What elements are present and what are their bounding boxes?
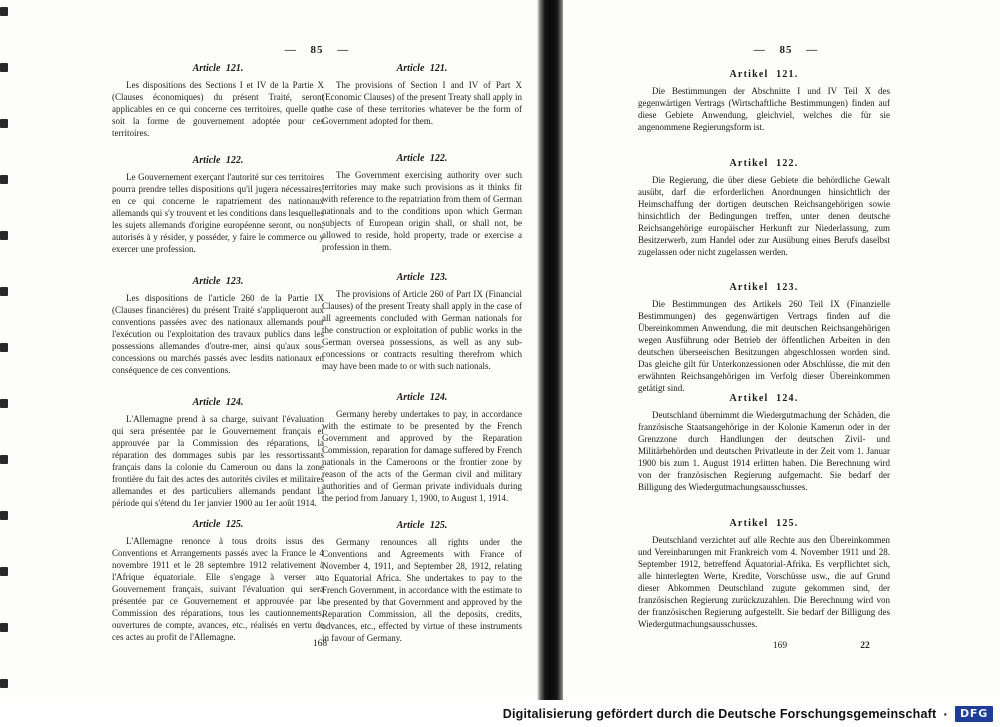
page-number-168: 168: [312, 639, 328, 649]
article-heading: Article 121.: [396, 63, 448, 74]
article-body: The Government exercising authority over such territories may make such provisions as it thinks fit with reference to the repatriation from them of German nationals and to the conditions upon which German subjects of European origin shall, or shall not, be allowed to reside, hold property, trade or exercise a profession in them.: [322, 170, 522, 252]
film-edge-mark: [0, 679, 8, 688]
article-de-124: [638, 392, 890, 493]
page-number-169: 169: [772, 641, 788, 651]
film-edge-mark: [0, 511, 8, 520]
digitization-credit-text: Digitalisierung gefördert durch die Deutsche Forschungsgemeinschaft: [502, 706, 937, 721]
article-fr-125: [112, 518, 324, 643]
article-heading: Artikel 121.: [729, 69, 799, 80]
article-heading: Article 125.: [396, 520, 448, 531]
film-edge-mark: [0, 231, 8, 240]
article-body: Le Gouvernement exerçant l'autorité sur ces territoires pourra prendre telles dispositions qu'il jugera nécessaires, en ce qui concerne le rapatriement des nationaux allemands qui s'y trouvent et les conditions dans lesquelles les sujets allemands d'origine européenne seront, ou non, autorisés à y résider, y posséder, y faire le commerce ou y exercer une profession.: [112, 172, 324, 254]
article-heading: Article 125.: [192, 519, 244, 530]
article-body: Germany hereby undertakes to pay, in accordance with the estimate to be presented by the French Government and approved by the Reparation Commission, reparation for damage suffered by French nationals in the Cameroons or the frontier zone by reason of the acts of the German civil and military authorities and of German private individuals during the period from January 1, 1900, to August 1, 1914.: [322, 409, 522, 503]
article-de-122: [638, 157, 890, 258]
film-edge-mark: [0, 399, 8, 408]
article-fr-123: [112, 275, 324, 376]
article-body: Deutschland verzichtet auf alle Rechte aus den Übereinkommen und Vereinbarungen mit Frankreich vom 4. November 1911 und 28. September 1912, betreffend Äquatorial-Afrika. Es verpflichtet sich, alle hinterlegten Werte, Kredite, Vorschüsse usw., die auf Grund dieser Abkommen Deutschland zugute gekommen sind, der französischen Regierung zurückzuzahlen. Die Berechnung wird von der französischen Regierung aufgestellt. Sie bedarf der Billigung des Wiedergutmachungsausschusses.: [638, 535, 890, 629]
scan-page-right: [563, 0, 1000, 702]
article-heading: Artikel 124.: [729, 393, 799, 404]
article-en-122: [322, 152, 522, 253]
article-en-124: [322, 391, 522, 504]
article-heading: Article 122.: [192, 155, 244, 166]
article-de-125: [638, 517, 890, 630]
article-fr-122: [112, 154, 324, 255]
article-body: L'Allemagne prend à sa charge, suivant l'évaluation qui sera présentée par le Gouvernement français et approuvée par la Commission des réparations, la réparation des dommages subis par les ressortissants français dans la colonie du Cameroun ou dans la zone frontière du fait des actes des autorités civiles et militaires allemandes et des particuliers allemands pendant la période qui s'étend du 1er janvier 1900 au 1er août 1914.: [112, 414, 324, 508]
article-heading: Artikel 125.: [729, 518, 799, 529]
page-header-right: — 85 —: [753, 44, 819, 56]
article-heading: Article 122.: [396, 153, 448, 164]
article-heading: Article 123.: [396, 272, 448, 283]
article-en-121: [322, 62, 522, 127]
article-body: Les dispositions de l'article 260 de la Partie IX (Clauses financières) du présent Traité s'appliqueront aux conventions passées avec des nationaux allemands pour l'exécution ou l'exploitation des travaux publics dans les possessions allemandes d'outre-mer, ainsi qu'aux sous-concessions ou marchés passés avec lesdits nationaux en conséquence de ces conventions.: [112, 293, 324, 375]
article-heading: Article 124.: [396, 392, 448, 403]
article-en-123: [322, 271, 522, 372]
article-body: The provisions of Article 260 of Part IX (Financial Clauses) of the present Treaty shall apply in the case of all agreements concluded with German nationals for the construction or exploitation of public works in the German oversea possessions, as well as any sub-concessions or contracts resulting therefrom which may have been made to or with such nationals.: [322, 289, 522, 371]
film-edge-mark: [0, 287, 8, 296]
film-edge-mark: [0, 7, 8, 16]
film-edge-mark: [0, 119, 8, 128]
article-body: Die Bestimmungen des Artikels 260 Teil IX (Finanzielle Bestimmungen) des gegenwärtigen Vertrags finden auf die Übereinkommen Anwendung, die mit deutschen Reichsangehörigen wegen Ausführung oder Betrieb der öffentlichen Arbeiten in den deutschen überseeischen Besitzungen abgeschlossen worden sind. Das gleiche gilt für Unterkonzessionen oder Abschlüsse, die mit den erwähnten Reichsangehörigen im Verfolg dieser Übereinkommen getätigt sind.: [638, 299, 890, 393]
article-fr-124: [112, 396, 324, 509]
book-gutter-shadow: [537, 0, 565, 702]
article-body: Die Bestimmungen der Abschnitte I und IV Teil X des gegenwärtigen Vertrags (Wirtschaftliche Bestimmungen) finden auf diese Gebiete Anwendung, gleichviel, welches die für sie angenommene Regierungsform ist.: [638, 86, 890, 132]
film-edge-mark: [0, 175, 8, 184]
film-edge-mark: [0, 455, 8, 464]
column-german: [638, 0, 890, 702]
article-heading: Article 121.: [192, 63, 244, 74]
film-edge-mark: [0, 63, 8, 72]
article-heading: Artikel 123.: [729, 282, 799, 293]
film-edge-mark: [0, 343, 8, 352]
article-heading: Artikel 122.: [729, 158, 799, 169]
article-de-121: [638, 68, 890, 133]
article-fr-121: [112, 62, 324, 139]
column-english: [322, 0, 522, 702]
article-heading: Article 124.: [192, 397, 244, 408]
article-body: Germany renounces all rights under the Conventions and Agreements with France of November 4, 1911, and September 28, 1912, relating to Equatorial Africa. She undertakes to pay to the French Government, in accordance with the estimate to be presented by that Government and approved by the Reparation Commission, all the deposits, credits, advances, etc., effected by virtue of these instruments in favour of Germany.: [322, 537, 522, 643]
film-edge-mark: [0, 623, 8, 632]
digitization-footer: [0, 700, 1000, 727]
separator-dot: ·: [943, 705, 948, 722]
article-body: L'Allemagne renonce à tous droits issus des Conventions et Arrangements passés avec la France le 4 novembre 1911 et le 28 septembre 1912 relativement à l'Afrique équatoriale. Elle s'engage à verser au Gouvernement français, suivant l'évaluation qui sera présentée par ce Gouvernement et approuvée par la Commission des réparations, tous les cautionnements, ouvertures de compte, avances, etc., réalisés en vertu de ces actes au profit de l'Allemagne.: [112, 536, 324, 642]
folio-number-22: 22: [860, 641, 870, 651]
film-edge-mark: [0, 567, 8, 576]
page-header-left: — 85 —: [284, 44, 350, 56]
dfg-logo: DFG: [955, 706, 993, 722]
article-body: Die Regierung, die über diese Gebiete die behördliche Gewalt ausübt, darf die erforderlichen Anordnungen hinsichtlich der Heimschaffung der dortigen deutschen Reichsangehörigen sowie hinsichtlich der Bedingungen treffen, unter denen deutsche Reichsangehörige europäischer Herkunft zur Niederlassung, zum Besitzerwerb, zum Handel oder zur Ausübung eines Berufs daselbst zugelassen oder nicht zugelassen werden.: [638, 175, 890, 257]
article-en-125: [322, 519, 522, 644]
article-body: Deutschland übernimmt die Wiedergutmachung der Schäden, die französische Staatsangehörige in der Kolonie Kamerun oder in der Grenzzone durch Handlungen der deutschen Zivil- und Militärbehörden und deutschen Privatleute in der Zeit vom 1. Januar 1900 bis zum 1. August 1914 erlitten haben. Die Berechnung wird von der französischen Regierung aufgemacht. Sie bedarf der Billigung des Wiedergutmachungsausschusses.: [638, 410, 890, 492]
article-body: Les dispositions des Sections I et IV de la Partie X (Clauses économiques) du présent Traité, seront applicables en ce qui concerne ces territoires, quelle que soit la forme de gouvernement adoptée pour ces territoires.: [112, 80, 324, 138]
article-de-123: [638, 281, 890, 394]
column-french: [112, 0, 324, 702]
article-heading: Article 123.: [192, 276, 244, 287]
article-body: The provisions of Section I and IV of Part X (Economic Clauses) of the present Treaty shall apply in the case of these territories whatever be the form of Government adopted for them.: [322, 80, 522, 126]
